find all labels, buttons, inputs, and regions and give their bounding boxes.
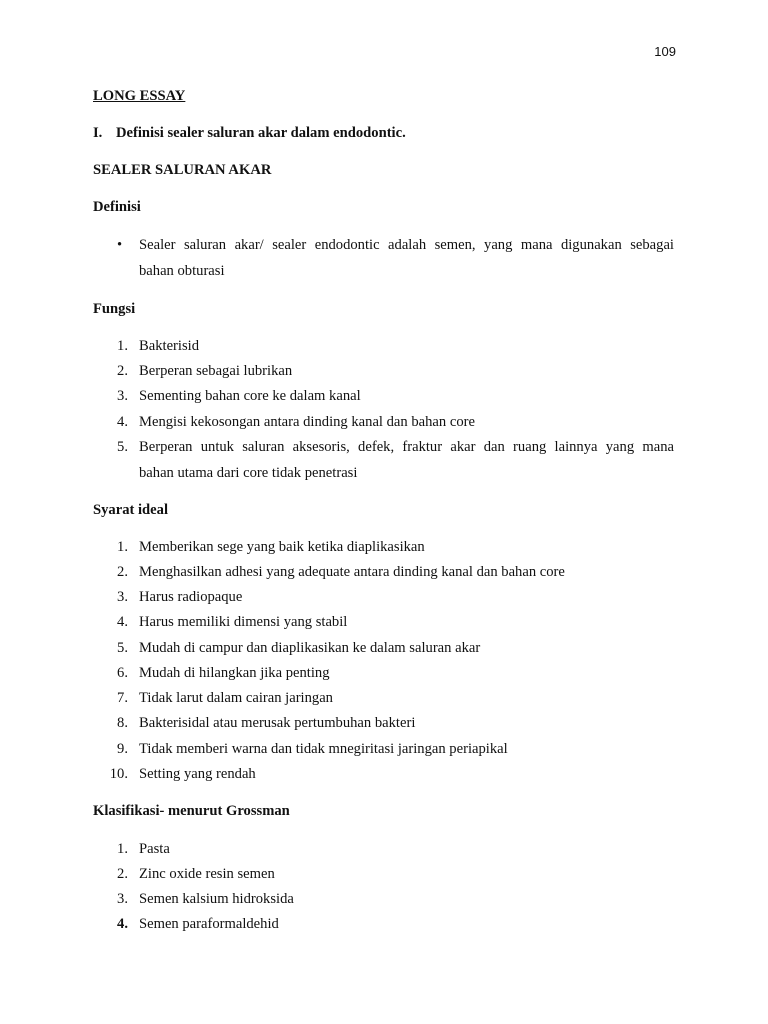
page-number: 109 <box>654 44 676 59</box>
list-number: 6. <box>117 665 128 681</box>
list-text: Bakterisidal atau merusak pertumbuhan bakteri <box>139 715 416 731</box>
bullet-icon: • <box>117 237 123 253</box>
syarat-heading: Syarat ideal <box>93 502 168 518</box>
fungsi-heading: Fungsi <box>93 301 136 317</box>
list-text: Pasta <box>139 841 170 857</box>
main-heading: SEALER SALURAN AKAR <box>93 162 272 178</box>
list-text: Mengisi kekosongan antara dinding kanal dan bahan core <box>139 414 475 430</box>
list-text: Semen kalsium hidroksida <box>139 891 294 907</box>
list-number: 3. <box>117 891 128 907</box>
list-text: Menghasilkan adhesi yang adequate antara dinding kanal dan bahan core <box>139 564 565 580</box>
list-text: Mudah di campur dan diaplikasikan ke dalam saluran akar <box>139 640 481 656</box>
list-number: 3. <box>117 589 128 605</box>
list-number: 1. <box>117 841 128 857</box>
long-essay-heading: LONG ESSAY <box>93 88 186 104</box>
list-number: 8. <box>117 715 128 731</box>
list-text: Berperan untuk saluran aksesoris, defek, fraktur akar dan ruang lainnya yang mana <box>139 439 674 455</box>
list-text: Bakterisid <box>139 338 199 354</box>
list-number: 4. <box>117 614 128 630</box>
klasifikasi-heading: Klasifikasi- menurut Grossman <box>93 803 290 819</box>
list-number: 2. <box>117 866 128 882</box>
list-number: 7. <box>117 690 128 706</box>
list-number: 10. <box>109 766 128 782</box>
list-text: Zinc oxide resin semen <box>139 866 275 882</box>
list-number: 5. <box>117 439 128 455</box>
list-number: 5. <box>117 640 128 656</box>
list-number: 2. <box>117 363 128 379</box>
section-title: Definisi sealer saluran akar dalam endodontic. <box>116 125 406 141</box>
list-number: 1. <box>117 338 128 354</box>
list-text: Semen paraformaldehid <box>139 916 279 932</box>
definisi-heading: Definisi <box>93 199 141 215</box>
list-text: Mudah di hilangkan jika penting <box>139 665 330 681</box>
list-text: Setting yang rendah <box>139 766 256 782</box>
list-number: 1. <box>117 539 128 555</box>
list-text: Tidak larut dalam cairan jaringan <box>139 690 333 706</box>
list-number: 9. <box>117 741 128 757</box>
definisi-text-line2: bahan obturasi <box>139 263 225 279</box>
list-text: Sementing bahan core ke dalam kanal <box>139 388 361 404</box>
list-text: Berperan sebagai lubrikan <box>139 363 293 379</box>
definisi-text-line1: Sealer saluran akar/ sealer endodontic adalah semen, yang mana digunakan sebagai <box>139 237 674 253</box>
list-text: Tidak memberi warna dan tidak mnegiritasi jaringan periapikal <box>139 741 508 757</box>
list-number: 4. <box>117 916 128 932</box>
list-text: Memberikan sege yang baik ketika diaplikasikan <box>139 539 425 555</box>
list-text-continuation: bahan utama dari core tidak penetrasi <box>139 465 358 481</box>
list-number: 3. <box>117 388 128 404</box>
list-number: 2. <box>117 564 128 580</box>
list-text: Harus radiopaque <box>139 589 243 605</box>
list-text: Harus memiliki dimensi yang stabil <box>139 614 348 630</box>
list-number: 4. <box>117 414 128 430</box>
section-number: I. <box>93 125 103 141</box>
